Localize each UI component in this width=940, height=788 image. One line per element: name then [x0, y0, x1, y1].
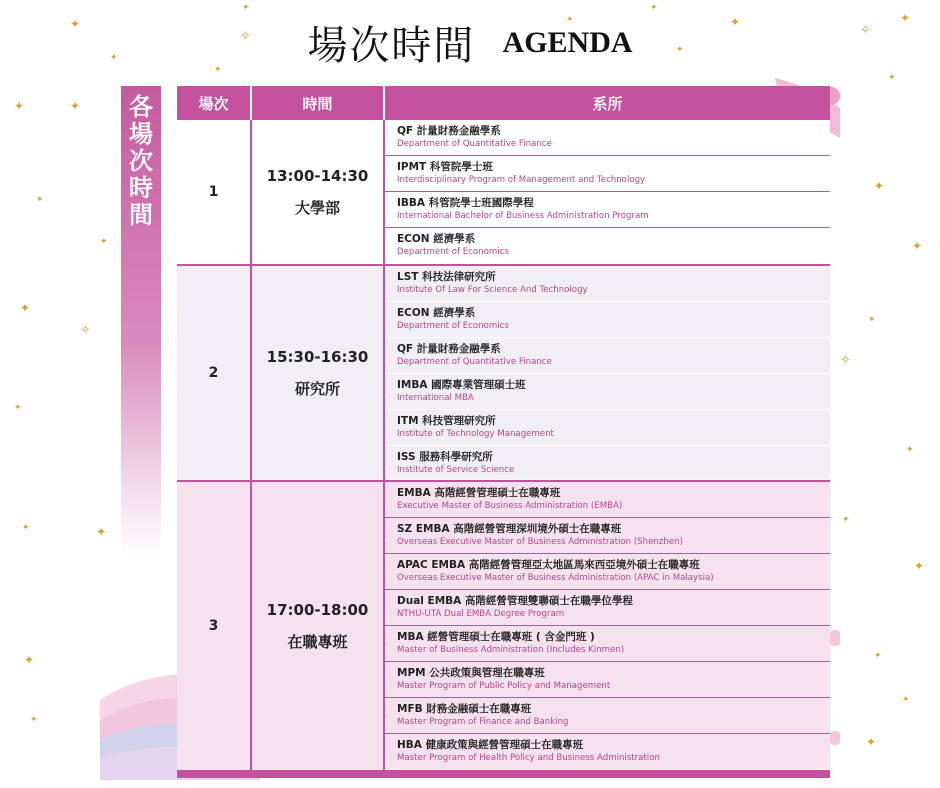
- session-unit: 在職專班: [287, 633, 348, 651]
- star-icon: ✦: [36, 195, 44, 205]
- star-icon: ✦: [14, 403, 22, 413]
- side-label-char: 場: [129, 120, 153, 148]
- star-icon: ✦: [874, 651, 882, 661]
- session-time-cell: [252, 266, 383, 480]
- star-icon: ✦: [900, 11, 911, 25]
- session-time: 15:30-16:30: [266, 348, 369, 366]
- star-icon: ✦: [902, 695, 910, 705]
- department-name-zh: QF 計量財務金融學系: [397, 343, 501, 355]
- session-unit: 大學部: [294, 199, 340, 217]
- department-name-zh: MBA 經營管理碩士在職專班 ( 含金門班 ): [397, 631, 595, 643]
- department-name-zh: EMBA 高階經營管理碩士在職專班: [397, 487, 561, 499]
- star-icon: ✦: [676, 45, 684, 55]
- department-row: [385, 554, 830, 590]
- header-session: 場次: [177, 86, 250, 120]
- star-icon: ✦: [906, 445, 914, 455]
- department-name-en: Executive Master of Business Administration (EMBA): [397, 501, 623, 511]
- department-row: [385, 120, 830, 156]
- star-icon: ✦: [242, 3, 250, 13]
- department-name-en: Department of Quantitative Finance: [397, 357, 552, 367]
- header-department: 系所: [385, 86, 830, 120]
- department-name-en: Master Program of Finance and Banking: [397, 717, 569, 727]
- session-time: 17:00-18:00: [266, 601, 369, 619]
- department-name-en: Interdisciplinary Program of Management and Technology: [397, 175, 646, 185]
- department-row: [385, 662, 830, 698]
- department-name-en: International MBA: [397, 393, 474, 403]
- department-name-en: Institute of Service Science: [397, 465, 515, 475]
- star-icon: ✦: [888, 73, 896, 83]
- star-icon: ✦: [874, 179, 885, 193]
- side-label-char: 間: [129, 201, 153, 229]
- department-row: [385, 156, 830, 192]
- star-icon: ✦: [24, 653, 35, 667]
- department-name-zh: LST 科技法律研究所: [397, 271, 496, 283]
- department-row: [385, 266, 830, 302]
- star-icon: ✦: [96, 525, 107, 539]
- column-divider: [250, 120, 252, 770]
- star-icon: ✦: [110, 53, 118, 63]
- department-row: [385, 734, 830, 770]
- session-time-cell: [252, 482, 383, 770]
- department-row: [385, 446, 830, 480]
- department-name-zh: MPM 公共政策與管理在職專班: [397, 667, 545, 679]
- department-name-zh: IMBA 國際專業管理碩士班: [397, 379, 526, 391]
- department-row: [385, 410, 830, 446]
- side-label-char: 各: [129, 93, 153, 121]
- table-bottom-bar: [177, 770, 830, 778]
- star-icon: ✦: [214, 65, 222, 75]
- department-row: [385, 482, 830, 518]
- session-number: 2: [208, 365, 219, 381]
- side-label-char: 時: [129, 174, 153, 202]
- star-icon: ✦: [70, 99, 81, 113]
- star-icon: ✦: [868, 315, 876, 325]
- session-number: 3: [208, 618, 219, 634]
- department-name-zh: ECON 經濟學系: [397, 307, 476, 319]
- department-name-en: Overseas Executive Master of Business Administration (Shenzhen): [397, 537, 683, 547]
- star-outline-icon: ✧: [240, 29, 251, 44]
- department-name-zh: ECON 經濟學系: [397, 233, 476, 245]
- department-row: [385, 590, 830, 626]
- department-name-zh: APAC EMBA 高階經營管理亞太地區馬來西亞境外碩士在職專班: [397, 559, 700, 571]
- department-row: [385, 228, 830, 264]
- star-outline-icon: ✧: [80, 323, 91, 338]
- department-name-en: Overseas Executive Master of Business Administration (APAC in Malaysia): [397, 573, 714, 583]
- department-name-en: International Bachelor of Business Administration Program: [397, 211, 649, 221]
- side-label-bar: [121, 86, 161, 556]
- star-icon: ✦: [100, 237, 108, 247]
- department-row: [385, 374, 830, 410]
- session-unit: 研究所: [294, 380, 340, 398]
- session-number: 1: [208, 184, 219, 200]
- department-name-zh: IBBA 科管院學士班國際學程: [397, 197, 534, 209]
- department-name-zh: SZ EMBA 高階經營管理深圳境外碩士在職專班: [397, 523, 622, 535]
- department-name-en: Department of Economics: [397, 321, 509, 331]
- star-icon: ✦: [566, 15, 574, 25]
- side-label-char: 次: [129, 147, 153, 175]
- star-icon: ✦: [70, 17, 81, 31]
- department-name-zh: IPMT 科管院學士班: [397, 161, 493, 173]
- department-name-en: Institute Of Law For Science And Technology: [397, 285, 588, 295]
- department-row: [385, 518, 830, 554]
- star-icon: ✦: [914, 559, 925, 573]
- star-icon: ✦: [912, 239, 923, 253]
- department-name-en: Master Program of Public Policy and Management: [397, 681, 611, 691]
- department-name-en: Department of Economics: [397, 247, 509, 257]
- department-name-zh: QF 計量財務金融學系: [397, 125, 501, 137]
- department-name-zh: ITM 科技管理研究所: [397, 415, 496, 427]
- star-icon: ✦: [650, 3, 658, 13]
- header-time: 時間: [252, 86, 383, 120]
- star-icon: ✦: [30, 715, 38, 725]
- star-icon: ✦: [866, 735, 877, 749]
- department-name-zh: HBA 健康政策與經營管理碩士在職專班: [397, 739, 584, 751]
- department-row: [385, 338, 830, 374]
- title-chinese: 場次時間: [307, 23, 476, 69]
- star-icon: ✦: [22, 523, 30, 533]
- department-row: [385, 192, 830, 228]
- department-name-en: Department of Quantitative Finance: [397, 139, 552, 149]
- department-name-en: Institute of Technology Management: [397, 429, 554, 439]
- star-icon: ✦: [14, 99, 25, 113]
- department-name-en: Master of Business Administration (Includes Kinmen): [397, 645, 625, 655]
- department-name-en: Master Program of Health Policy and Business Administration: [397, 753, 660, 763]
- title-english: AGENDA: [502, 25, 633, 59]
- page-title: [0, 11, 940, 74]
- department-name-zh: MFB 財務金融碩士在職專班: [397, 703, 532, 715]
- session-time: 13:00-14:30: [266, 167, 369, 185]
- side-label: [121, 94, 161, 229]
- department-name-zh: Dual EMBA 高階經營管理雙聯碩士在職學位學程: [397, 595, 633, 607]
- star-icon: ✦: [730, 15, 741, 29]
- session-time-cell: [252, 120, 383, 264]
- department-row: [385, 626, 830, 662]
- department-row: [385, 302, 830, 338]
- column-divider: [383, 120, 385, 770]
- star-icon: ✦: [842, 515, 850, 525]
- agenda-table: [177, 86, 830, 778]
- star-outline-icon: ✧: [840, 353, 851, 368]
- department-name-zh: ISS 服務科學研究所: [397, 451, 493, 463]
- star-icon: ✦: [20, 301, 31, 315]
- department-name-en: NTHU-UTA Dual EMBA Degree Program: [397, 609, 565, 619]
- department-row: [385, 698, 830, 734]
- star-outline-icon: ✧: [860, 23, 871, 38]
